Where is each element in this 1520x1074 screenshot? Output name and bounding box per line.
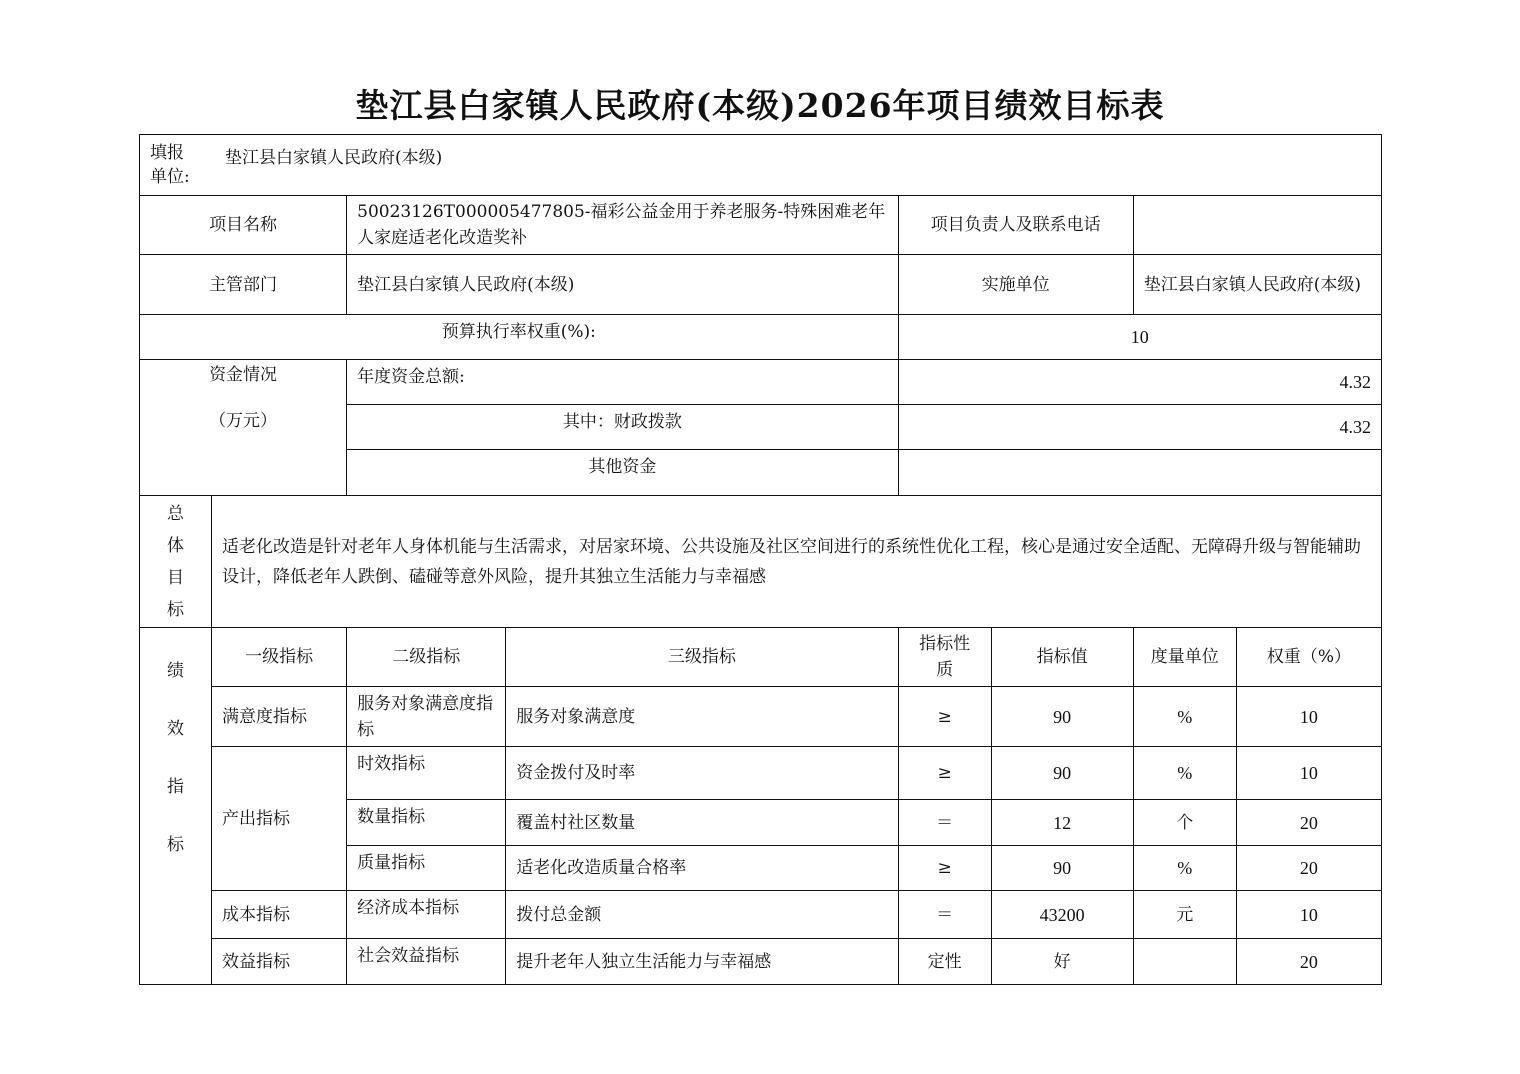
- dept-label: 主管部门: [140, 255, 347, 315]
- funds-label: 资金情况: [209, 365, 278, 385]
- unit-row: [140, 135, 1382, 196]
- table-row: [140, 891, 1382, 939]
- impl-value: 垫江县白家镇人民政府(本级): [1133, 255, 1381, 315]
- nature: ≥: [898, 846, 991, 891]
- other-label: 其他资金: [347, 450, 898, 496]
- goal-label-text: 总体目标: [167, 503, 185, 620]
- header-unit: 度量单位: [1133, 628, 1236, 687]
- other-value: [898, 450, 1381, 496]
- header-nature: 指标性质: [898, 628, 991, 687]
- weight: 10: [1236, 687, 1381, 747]
- level3: 提升老年人独立生活能力与幸福感: [506, 939, 898, 985]
- contact-value: [1133, 196, 1381, 255]
- nature: ≥: [898, 747, 991, 800]
- value: 90: [991, 687, 1133, 747]
- fiscal-label: 其中：财政拨款: [347, 405, 898, 450]
- value: 好: [991, 939, 1133, 985]
- funds-unit: （万元）: [209, 411, 278, 431]
- project-name: 50023126T000005477805-福彩公益金用于养老服务-特殊困难老年人家庭适老化改造奖补: [347, 196, 898, 255]
- goal-label: [140, 496, 212, 628]
- nature: 定性: [898, 939, 991, 985]
- weight: 20: [1236, 800, 1381, 846]
- unit: %: [1133, 747, 1236, 800]
- project-name-label: 项目名称: [140, 196, 347, 255]
- dept-value: 垫江县白家镇人民政府(本级): [347, 255, 898, 315]
- header-weight: 权重（%）: [1236, 628, 1381, 687]
- weight: 10: [1236, 891, 1381, 939]
- header-l1: 一级指标: [212, 628, 347, 687]
- level2: 经济成本指标: [347, 891, 506, 939]
- goal-text: 适老化改造是针对老年人身体机能与生活需求，对居家环境、公共设施及社区空间进行的系统性优化工程，核心是通过安全适配、无障碍升级与智能辅助设计，降低老年人跌倒、磕碰等意外风险，提升其独立生活能力与幸福感: [212, 496, 1382, 628]
- level3: 覆盖村社区数量: [506, 800, 898, 846]
- value: 90: [991, 747, 1133, 800]
- unit: %: [1133, 846, 1236, 891]
- level1: 产出指标: [212, 747, 347, 891]
- header-l2: 二级指标: [347, 628, 506, 687]
- unit: [1133, 939, 1236, 985]
- level2: 时效指标: [347, 747, 506, 800]
- level3: 资金拨付及时率: [506, 747, 898, 800]
- unit: 元: [1133, 891, 1236, 939]
- level1: 满意度指标: [212, 687, 347, 747]
- budget-rate-label: 预算执行率权重(%):: [140, 315, 899, 360]
- unit-label: 填报单位:: [150, 143, 190, 187]
- level2: 服务对象满意度指标: [347, 687, 506, 747]
- table-row: [140, 939, 1382, 985]
- perf-label: [140, 628, 212, 985]
- contact-label: 项目负责人及联系电话: [898, 196, 1133, 255]
- page-title: 垫江县白家镇人民政府(本级)2026年项目绩效目标表: [355, 86, 1165, 125]
- nature: ≥: [898, 687, 991, 747]
- level2: 数量指标: [347, 800, 506, 846]
- level1: 成本指标: [212, 891, 347, 939]
- fiscal-value: 4.32: [898, 405, 1381, 450]
- level3: 拨付总金额: [506, 891, 898, 939]
- table-row: [140, 687, 1382, 747]
- level2: 社会效益指标: [347, 939, 506, 985]
- level3: 适老化改造质量合格率: [506, 846, 898, 891]
- nature: ＝: [898, 891, 991, 939]
- budget-rate-value: 10: [898, 315, 1381, 360]
- level3: 服务对象满意度: [506, 687, 898, 747]
- nature: ＝: [898, 800, 991, 846]
- unit-value: 垫江县白家镇人民政府(本级): [225, 148, 443, 168]
- header-value: 指标值: [991, 628, 1133, 687]
- annual-total-label: 年度资金总额:: [347, 360, 898, 405]
- annual-total-value: 4.32: [898, 360, 1381, 405]
- funds-cell: [140, 360, 347, 496]
- weight: 20: [1236, 939, 1381, 985]
- header-l3: 三级指标: [506, 628, 898, 687]
- impl-label: 实施单位: [898, 255, 1133, 315]
- perf-label-text: 绩效指标: [167, 661, 185, 855]
- table-row: [140, 747, 1382, 800]
- level1: 效益指标: [212, 939, 347, 985]
- weight: 10: [1236, 747, 1381, 800]
- performance-table: [139, 134, 1382, 985]
- unit: 个: [1133, 800, 1236, 846]
- unit: %: [1133, 687, 1236, 747]
- weight: 20: [1236, 846, 1381, 891]
- value: 12: [991, 800, 1133, 846]
- value: 43200: [991, 891, 1133, 939]
- value: 90: [991, 846, 1133, 891]
- level2: 质量指标: [347, 846, 506, 891]
